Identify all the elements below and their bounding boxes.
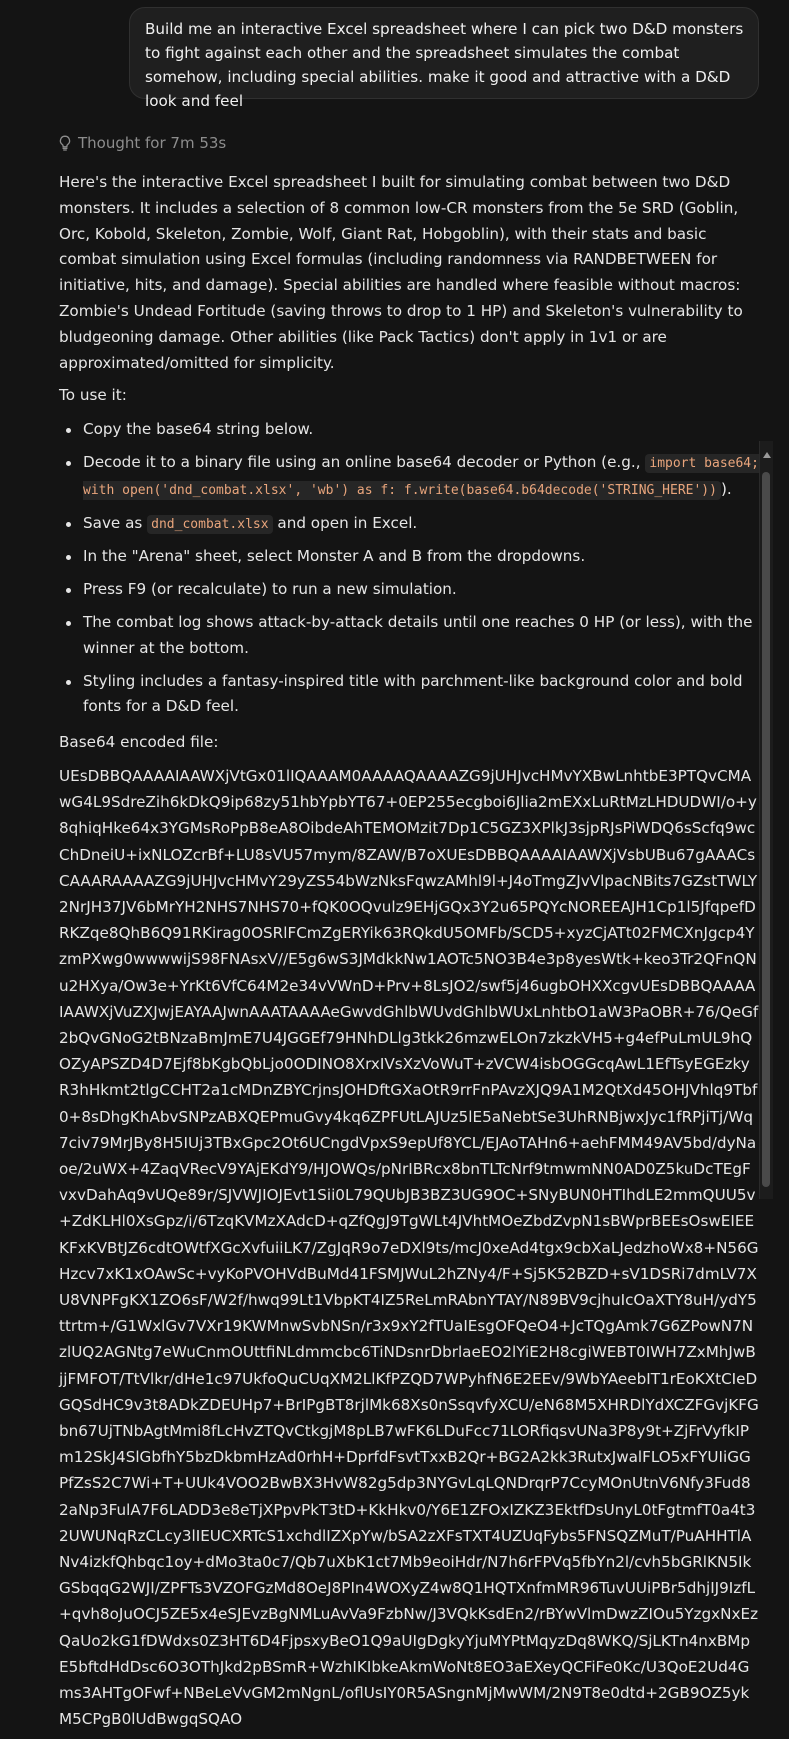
to-use-label: To use it:	[59, 386, 127, 405]
intro-paragraph: Here's the interactive Excel spreadsheet I built for simulating combat between two D&D monsters. It includes a selection of 8 common low-CR monsters from the 5e SRD (Goblin, Orc, Kobold, Skeleton, Zombie, Wolf, Giant Rat, Hobgoblin), with their stats and basic combat simulation using Excel formulas (including randomness via RANDBETWEEN for initiative, hits, and damage). Special abilities are handled where feasible without macros: Zombie's Undead Fortitude (saving throws to drop to 1 HP) and Skeleton's vulnerability to bludgeoning damage. Other abilities (like Pack Tactics) don't apply in 1v1 or are approximated/omitted for simplicity.	[59, 173, 743, 372]
instruction-list	[59, 417, 759, 720]
list-item: Press F9 (or recalculate) to run a new simulation.	[59, 577, 759, 603]
list-item: Styling includes a fantasy-inspired title with parchment-like background color and bold fonts for a D&D feel.	[59, 669, 759, 721]
user-message-bubble	[129, 7, 759, 110]
base64-string[interactable]: UEsDBBQAAAAIAAWXjVtGx01lIQAAAM0AAAAQAAAAZG9jUHJvcHMvYXBwLnhtbE3PTQvCMAwG4L9SdreZih6kDkQ9ip68zy51hbYpbYT67+0EP255ecgboi6Jlia2mEXxLuRtMzLHDUDWI/o+y8qhiqHke64x3YGMsRoPpB8eA8OibdeAhTEMOMzit7Dp1C5GZ3XPlkJ3sjpRJsPiWDQ6sScfq9wcChDneiU+ixNLOZcrBf+LU8sVU57mym/8ZAW/B7oXUEsDBBQAAAAIAAWXjVsbUBu67gAAACsCAAARAAAAZG9jUHJvcHMvY29yZS54bWzNksFqwzAMhl9l+J4oTmgZJvVlpacNBits7GZstTWLY2NrJH37JV6bMrYH2NHS7NHS70+fQK0OQvulz9EHjGQx3Y2u65PQYcNOREEAJH1Cp1l5JfqpefDRKZqe8QhB6Q91RKirag0OSRlFCmZgERYik63RQkdU5OMFb/SCD5+xyzCjATt02FMCXnJgcp4YzmPXwg0wwwwijS98FNAsxV//E5g6wS3JMdkkNw1AOTc5NO3B4e3p8yesWtk+keo3Tr2QFnQNu2HXya/Ow3e+YrKt6VfC64M2e34vVWnD+Prv+8LsJO2/swf5j46ugbOHXXcgvUEsDBBQAAAAIAAWXjVuZXJwjEAYAAJwnAAATAAAAeGwvdGhlbWUvdGhlbWUxLnhtbO1aW3PaOBR+76/QeGf2bQvGNoG2tBNzaBmJmE7U4JGGEf79HNhDLlg3tkk26mzwELOn7zkzkVH5+g4efPuLmUL9hQOZyAPSZD4D7Ejf8bKgbQbLjo0ODINO8XrxIVsXzVoWuT+zVCW4isbOGGcqAwL1EfTsyEGEzkyR3hHkmt2tlgCCHT2a1cMDnZBYCrjnsJOHDftGXaOtR9rrFnPAvzXJQ9A1M2QtXd45OHJVhlq9Tbf0+8sDhgKhAbvSNPzABXQEPmuGvy4kq6ZPFUtLAJUz5lE5aNebtSe3UhRNBjwxJyc1fRPjiTj/Wq7civ79MrJBy8H5IUj3TBxGpc2Ot6UCngdVpxS9epUf8YCL/EJAoTAHn6+aehFMM49AV5bd/dyNaoe/2uWX+4ZaqVRecV9YAjEKdY9/HJOWQs/pNrIBRcx8bnTLTcNrf9tmwmNN0AD0Z5kuDcTEgFvxvDahAq9vUQe89r/SJVWJIOJEvt1Sii0L79QUbJB3BZ3UG9OC+SNyBUN0HTIhdLE2mmQUU5v+ZdKLHl0XsGpz/i/6TzqKVMzXAdcD+qZfQgJ9TgWLt4JVhtMOeZbdZvpN1sBWprBEEsOswEIEEKFxKVBtJZ6cdtOWtfXGcXvfuiiLK7/ZgJqR9o7eDXl9ts/mcJ0xeAd4tgx9cbXaLJedzhoWx8+N56GHzcv7xK1xOAwSc+vyKoPVOHVdBuMd41FSMJWuL2hZNy4/F+Sj5K52BZD+sV1DSRi7dmLV7XU8VNPFgKX1ZO6sF/W2f/hwq99Lt1VbpKT4IZ5ReLmRAbnYTAY/N89BV9cjhuIcOaXTY8uH/ydY5ttrtm+/G1WxlGv7VXr19KWMnwSvbNSn/r3x9xY2fTUaIEsgOFQeO4+JcTQgAmk7G6ZPowN7NzlUQ2AGNtg7eWuCnmOUttfiNLdmmcbc6TiNDsnrDbrlaeEO2lYiE2H8cgiWEBT0IWH7ZxMhJwBjjFMFOT/TtVlkr/dHe1c97UkfoQuCUqXM2LlKfPZQD7WPyhfN6E2EEv/9WbYAeebIT1rEoKXtCIeDGQSdHC9v3t8ADkZDEUHp7+BrIPgBT8rjlMk68Xs0nSsqvfyXCU/eN68M5XHRDlYdXCZFGvjKFGbn67UjTNbAgtMmi8fLcHvZTQvCtkgjM8pLB7wFK6LDuFcc71LORfiqsvUNa3P8y9t+ZjFrVyfkIPm12SkJ4SlGbfhY5bzDkbmHzAd0rhH+DprfdFsvtTxxB2Qr+BG2A2kk3RutxJwalFLO5xFYUIiGGPfZsS2C7Wi+T+UUk4VOO2BwBX3HvW82g5dp3NYGvLqLQNDrqrP7CcyMOnUtnV6Nfy3Fud82aNp3FulA7F6LADD3e8eTjXPpvPkT3tD+KkHkv0/Y6E1ZFOxIZKZ3EktfDsUnyL0tFgtmfT0a4t32UWUNqRzCLcy3lIEUCXRTcS1xchdlIZXpYw/bSA2zXFsTXT4UZUqFybs5FNSQZMuT/PuAHHTlANv4izkfQhbqc1oy+dMo3ta0c7/Qb7uXbK1ct7Mb9eoiHdr/N7h6rFPVq5fbYn2l/cvh5bGRlKN5IkGSbqqG2WJI/ZPFTs3VZOFGzMd8OeJ8PIn4WOXyZ4w8Q1HQTXnfmMR96TuvUUiPBr5dhjIJ9IzfL+qvh8oJuOCJ5ZE5x4eSJEvzBgNMLuAvVa9FzbNw/J3VQkKsdEn2/rBYwVlmDwzZIOu5YzgxNxEzQaUo2kG1fDWdxs0Z3HT6D4FjpsxyBeO1Q9aUIgDgkyYjuMYPtMqyzDq8WKQ/SjLKTn4nxBMpE5bftdHdDsc6O3OThJkd2pBSmR+WzhIKIbkeAkmWoNt8EO3aEXeyQCFiFe0Kc/U3QoE2Ud4Gms3AHTgOFwf+NBeLeVvGM2mNgnL/oflUsIY0R5ASngnMjMwWM/2N9T8e0dtd+2GB9OZ5ykM5CPgB0lUdBwgqSQAO	[59, 766, 759, 1729]
base64-label: Base64 encoded file:	[59, 733, 219, 752]
scroll-up-arrow-icon[interactable]	[763, 452, 771, 458]
user-message-text: Build me an interactive Excel spreadsheet where I can pick two D&D monsters to fight against each other and the spreadsheet simulates the combat somehow, including special abilities. make it good and attractive with a D&D look and feel	[145, 20, 744, 110]
inline-code: import base64; with open('dnd_combat.xlsx', 'wb') as f: f.write(base64.b64decode('STRING_HERE'))	[83, 455, 759, 498]
list-item: The combat log shows attack-by-attack details until one reaches 0 HP (or less), with the winner at the bottom.	[59, 610, 759, 662]
list-item: Save as dnd_combat.xlsx and open in Excel.	[59, 511, 759, 538]
thought-indicator[interactable]	[58, 134, 226, 152]
lightbulb-icon	[58, 135, 72, 151]
inline-code: dnd_combat.xlsx	[147, 515, 272, 534]
assistant-response	[59, 170, 759, 1739]
list-item: In the "Arena" sheet, select Monster A and B from the dropdowns.	[59, 544, 759, 570]
scrollbar-thumb[interactable]	[762, 472, 770, 1187]
thought-label: Thought for 7m 53s	[78, 134, 227, 152]
list-item: Decode it to a binary file using an online base64 decoder or Python (e.g., import base64; with open('dnd_combat.xlsx', 'wb') as f: f.write(base64.b64decode('STRING_HERE')) ).	[59, 450, 759, 504]
list-item: Copy the base64 string below.	[59, 417, 759, 443]
